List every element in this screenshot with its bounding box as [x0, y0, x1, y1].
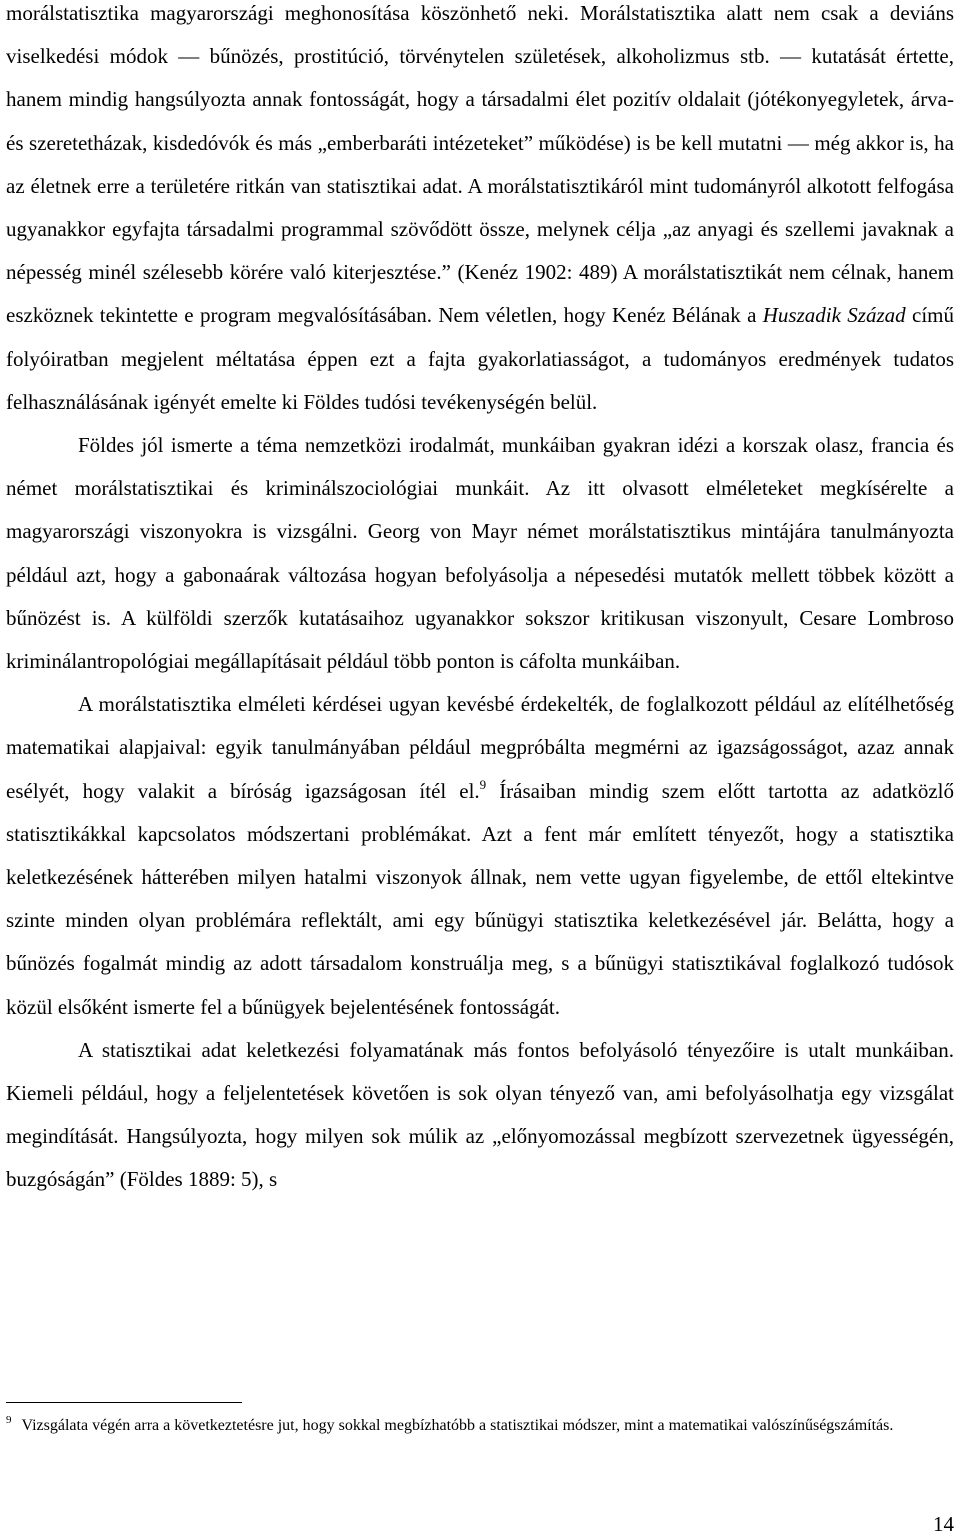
- paragraph-with-footnote-ref: [6, 683, 954, 1029]
- footnote-number: 9: [6, 1414, 12, 1426]
- paragraph: Földes jól ismerte a téma nemzetközi irodalmát, munkáiban gyakran idézi a korszak olasz, francia és német morálstatisztikai és kriminálszociológiai munkáit. Az itt olvasott elméleteket megkísérelte a magyarországi viszonyokra is vizsgálni. Georg von Mayr német morálstatisztikus mintájára tanulmányozta például azt, hogy a gabonaárak változása hogyan befolyásolja a népesedési mutatók mellett többek között a bűnözést is. A külföldi szerzők kutatásaihoz ugyanakkor sokszor kritikusan viszonyult, Cesare Lombroso kriminálantropológiai megállapításait például több ponton is cáfolta munkáiban.: [6, 433, 954, 674]
- page-number: 14: [933, 1512, 954, 1536]
- journal-title: Huszadik Század: [762, 303, 906, 328]
- footnote-text: Vizsgálata végén arra a következtetésre jut, hogy sokkal megbízhatóbb a statisztikai módszer, mint a matematikai valószínűségszámítás.: [21, 1417, 894, 1434]
- page-body: [6, 0, 954, 1202]
- paragraph-text: Írásaiban mindig szem előtt tartotta az adatközlő statisztikákkal kapcsolatos módszertani problémákat. Azt a fent már említett tényezőt, hogy a statisztika keletkezésének hátterében milyen hatalmi viszonyok állnak, nem vette ugyan figyelembe, de ettől eltekintve szinte minden olyan problémára reflektált, ami egy bűnügyi statisztika keletkezésével jár. Belátta, hogy a bűnözés fogalmát mindig az adott társadalom konstruálja meg, s a bűnügyi statisztikával foglalkozó tudósok közül elsőként ismerte fel a bűnügyek bejelentésének fontosságát.: [6, 778, 954, 1019]
- footnote-separator: [6, 1402, 242, 1403]
- footnote: [6, 1414, 954, 1438]
- paragraph-text: morálstatisztika magyarországi meghonosítása köszönhető neki. Morálstatisztika alatt nem csak a deviáns viselkedési módok — bűnözés, prostitúció, törvénytelen születések, alkoholizmus stb. — kutatását értette, hanem mindig hangsúlyozta annak fontosságát, hogy a társadalmi élet pozitív oldalait (jótékonyegyletek, árva- és szeretetházak, kisdedóvók és más „emberbaráti intézeteket” működése) is be kell mutatni — még akkor is, ha az életnek erre a területére ritkán van statisztikai adat. A morálstatisztikáról mint tudományról alkotott felfogása ugyanakkor egyfajta társadalmi programmal szövődött össze, melynek célja „az anyagi és szellemi javaknak a népesség minél szélesebb körére való kiterjesztése.” (Kenéz 1902: 489) A morálstatisztikát nem célnak, hanem eszköznek tekintette e program megvalósításában. Nem véletlen, hogy Kenéz Bélának a: [6, 1, 954, 328]
- footnote-reference[interactable]: 9: [479, 776, 487, 792]
- paragraph-text: A morálstatisztika elméleti kérdései ugyan kevésbé érdekelték, de foglalkozott például az elítélhetőség matematikai alapjaival: egyik tanulmányában például megpróbálta megmérni az igazságosságot, azaz annak esélyét, hogy valakit a bíróság igazságosan ítél el.: [6, 692, 954, 803]
- paragraph: A statisztikai adat keletkezési folyamatának más fontos befolyásoló tényezőire is utalt munkáiban. Kiemeli például, hogy a feljelentetések követően is sok olyan tényező van, ami befolyásolhatja egy vizsgálat megindítását. Hangsúlyozta, hogy milyen sok múlik az „előnyomozással megbízott szervezetnek ügyességén, buzgóságán” (Földes 1889: 5), s: [6, 1037, 954, 1192]
- paragraph-continued: [6, 0, 954, 424]
- paragraph-text: című folyóiratban megjelent méltatása éppen ezt a fajta gyakorlatiasságot, a tudományos eredmények tudatos felhasználásának igényét emelte ki Földes tudósi tevékenységén belül.: [6, 303, 954, 414]
